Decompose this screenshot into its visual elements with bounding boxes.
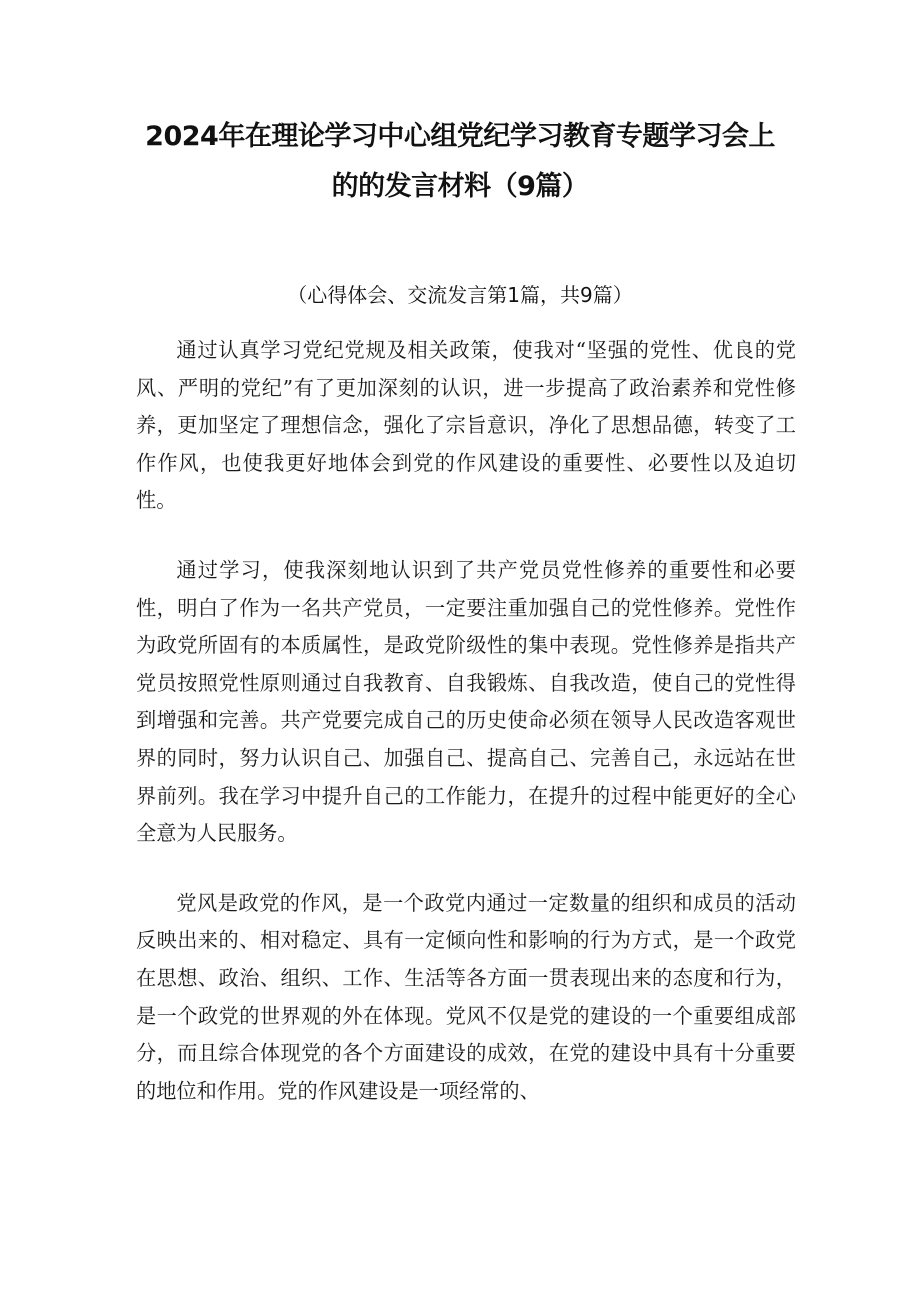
document-title [120, 112, 800, 212]
title-line-1: 2024年在理论学习中心组党纪学习教育专题学习会上 [145, 121, 775, 152]
paragraph: 通过学习，使我深刻地认识到了共产党员党性修养的重要性和必要性，明白了作为一名共产党员，一定要注重加强自己的党性修养。党性作为政党所固有的本质属性，是政党阶级性的集中表现。党性修养是指共产党员按照党性原则通过自我教育、自我锻炼、自我改造，使自己的党性得到增强和完善。共产党要完成自己的历史使命必须在领导人民改造客观世界的同时，努力认识自己、加强自己、提高自己、完善自己，永远站在世界前列。我在学习中提升自己的工作能力，在提升的过程中能更好的全心全意为人民服务。 [136, 557, 796, 846]
title-line-2: 的的发言材料（9篇） [331, 171, 589, 202]
document-body [136, 332, 796, 1142]
document-subtitle: （心得体会、交流发言第1篇，共9篇） [287, 283, 633, 307]
paragraph: 党风是政党的作风，是一个政党内通过一定数量的组织和成员的活动反映出来的、相对稳定、具有一定倾向性和影响的行为方式，是一个政党在思想、政治、组织、工作、生活等各方面一贯表现出来的态度和行为，是一个政党的世界观的外在体现。党风不仅是党的建设的一个重要组成部分，而且综合体现党的各个方面建设的成效，在党的建设中具有十分重要的地位和作用。党的作风建设是一项经常的、 [136, 890, 796, 1103]
paragraph: 通过认真学习党纪党规及相关政策，使我对“坚强的党性、优良的党风、严明的党纪”有了更加深刻的认识，进一步提高了政治素养和党性修养，更加坚定了理想信念，强化了宗旨意识，净化了思想品德，转变了工作作风，也使我更好地体会到党的作风建设的重要性、必要性以及迫切性。 [136, 338, 796, 513]
